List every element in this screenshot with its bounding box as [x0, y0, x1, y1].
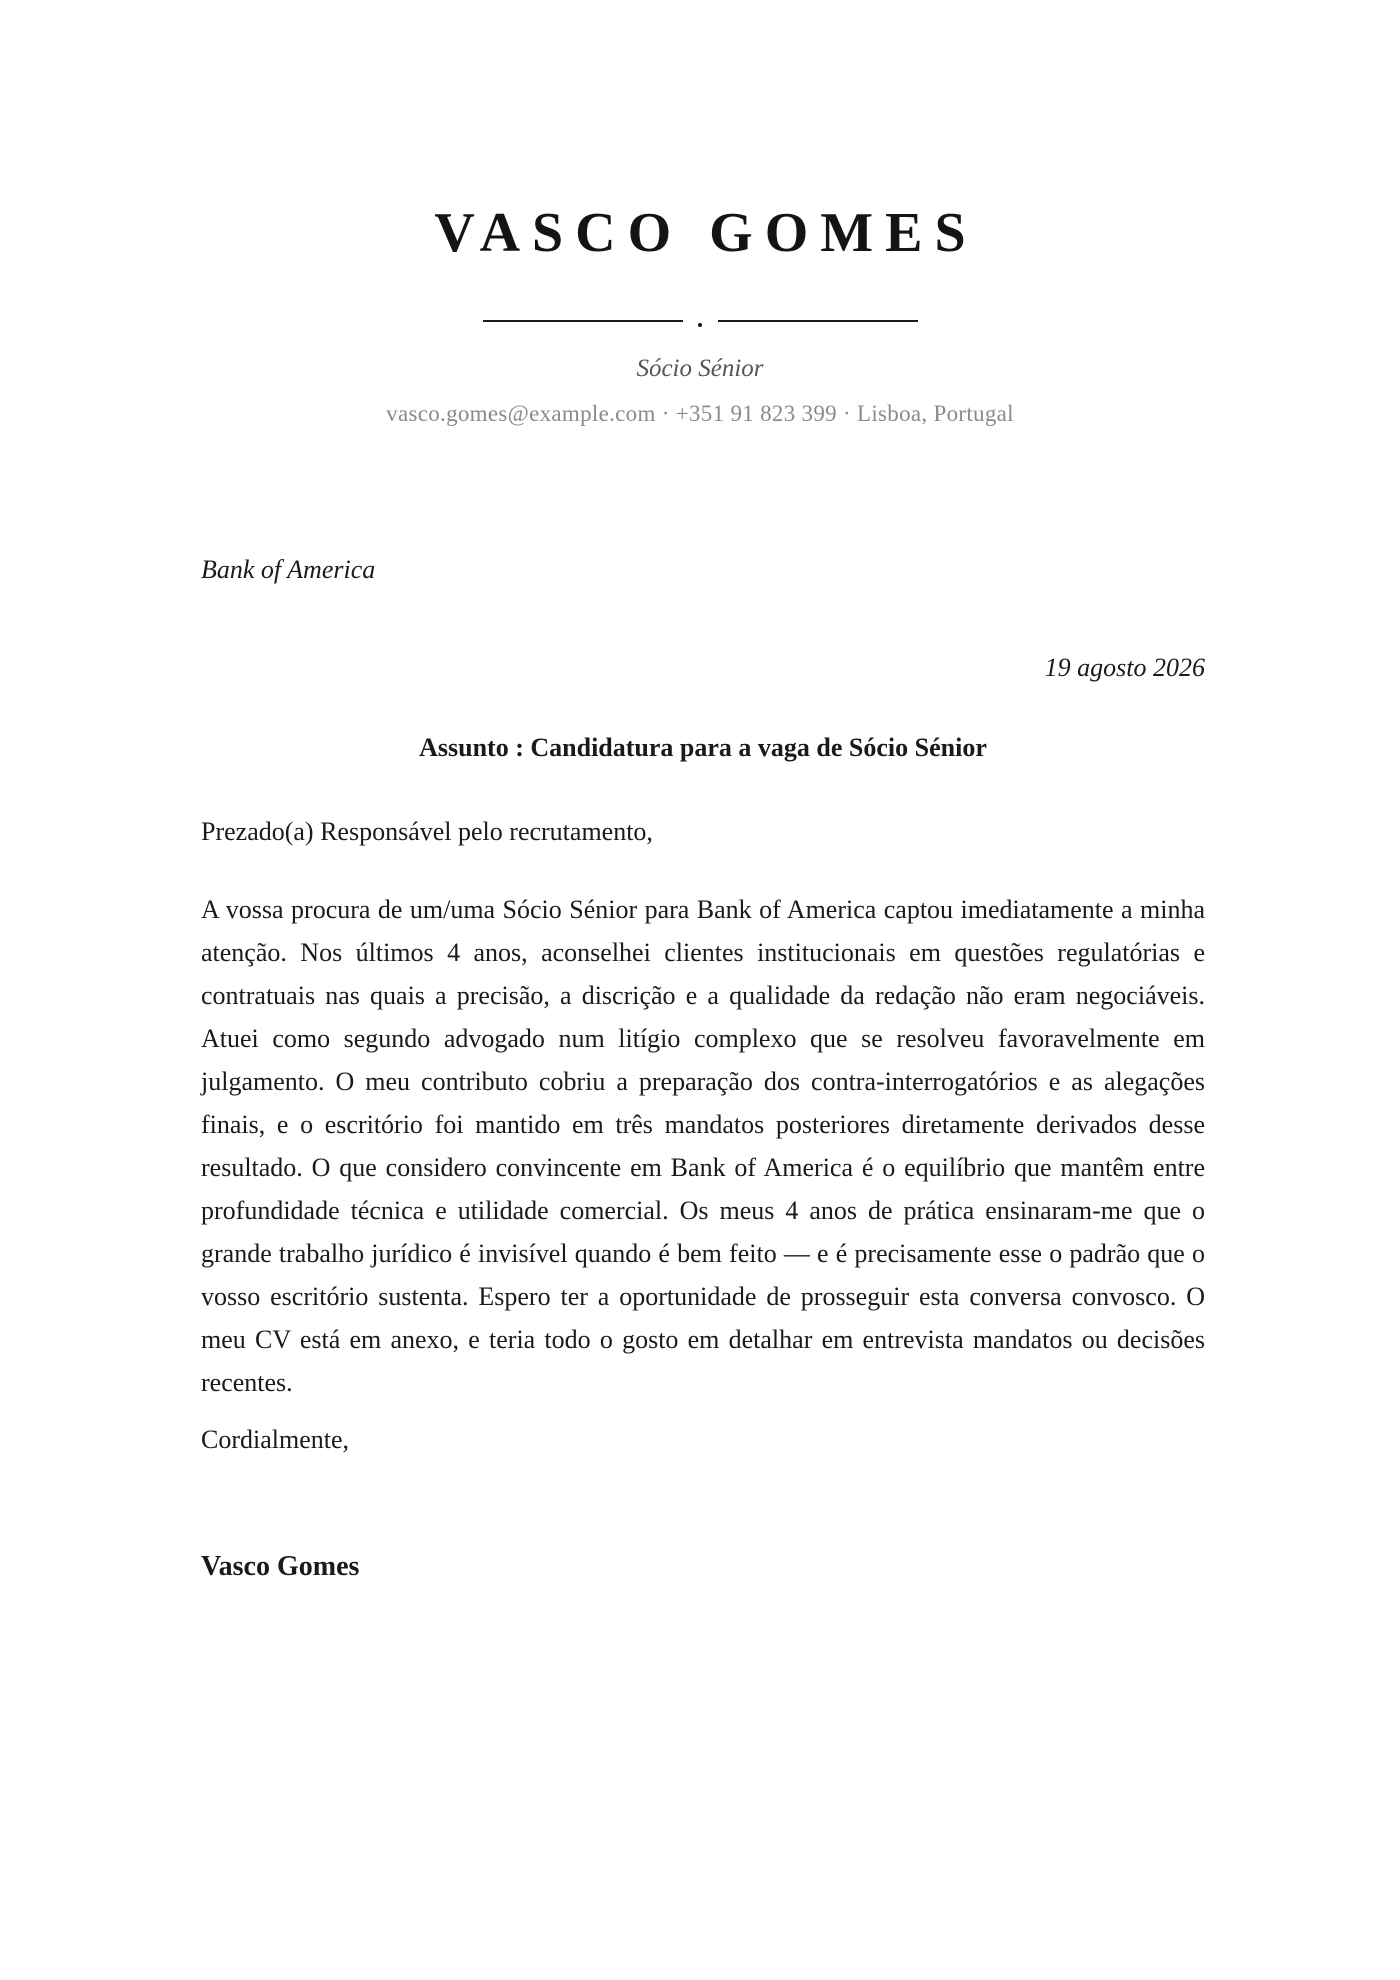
signature: Vasco Gomes	[201, 1551, 360, 1582]
divider-dot	[698, 323, 702, 327]
letter-body	[201, 555, 1205, 1582]
sender-name: VASCO GOMES	[434, 202, 978, 264]
recipient: Bank of America	[201, 555, 376, 584]
body-paragraph: A vossa procura de um/uma Sócio Sénior para Bank of America captou imediatamente a minha atenção. Nos últimos 4 anos, aconselhei clientes institucionais em questões regulatórias e contratuais nas quais a precisão, a discrição e a qualidade da redação não eram negociáveis. Atuei como segundo advogado num litígio complexo que se resolveu favoravelmente em julgamento. O meu contributo cobriu a preparação dos contra-interrogatórios e as alegações finais, e o escritório foi mantido em três mandatos posteriores diretamente derivados desse resultado. O que considero convincente em Bank of America é o equilíbrio que mantêm entre profundidade técnica e utilidade comercial. Os meus 4 anos de prática ensinaram-me que o grande trabalho jurídico é invisível quando é bem feito — e é precisamente esse o padrão que o vosso escritório sustenta. Espero ter a oportunidade de prosseguir esta conversa convosco. O meu CV está em anexo, e teria todo o gosto em detalhar em entrevista mandatos ou decisões recentes.	[201, 895, 1205, 1397]
closing: Cordialmente,	[201, 1425, 350, 1454]
sender-role: Sócio Sénior	[636, 355, 764, 382]
letter-subject: Assunto : Candidatura para a vaga de Sócio Sénior	[419, 733, 987, 762]
letter-date: 19 agosto 2026	[1044, 653, 1205, 682]
sender-contact: vasco.gomes@example.com · +351 91 823 399 · Lisboa, Portugal	[386, 401, 1014, 426]
salutation: Prezado(a) Responsável pelo recrutamento,	[201, 817, 653, 846]
header-divider	[483, 311, 918, 331]
divider-line-right	[718, 320, 918, 322]
letterhead	[0, 202, 1400, 427]
divider-line-left	[483, 320, 683, 322]
